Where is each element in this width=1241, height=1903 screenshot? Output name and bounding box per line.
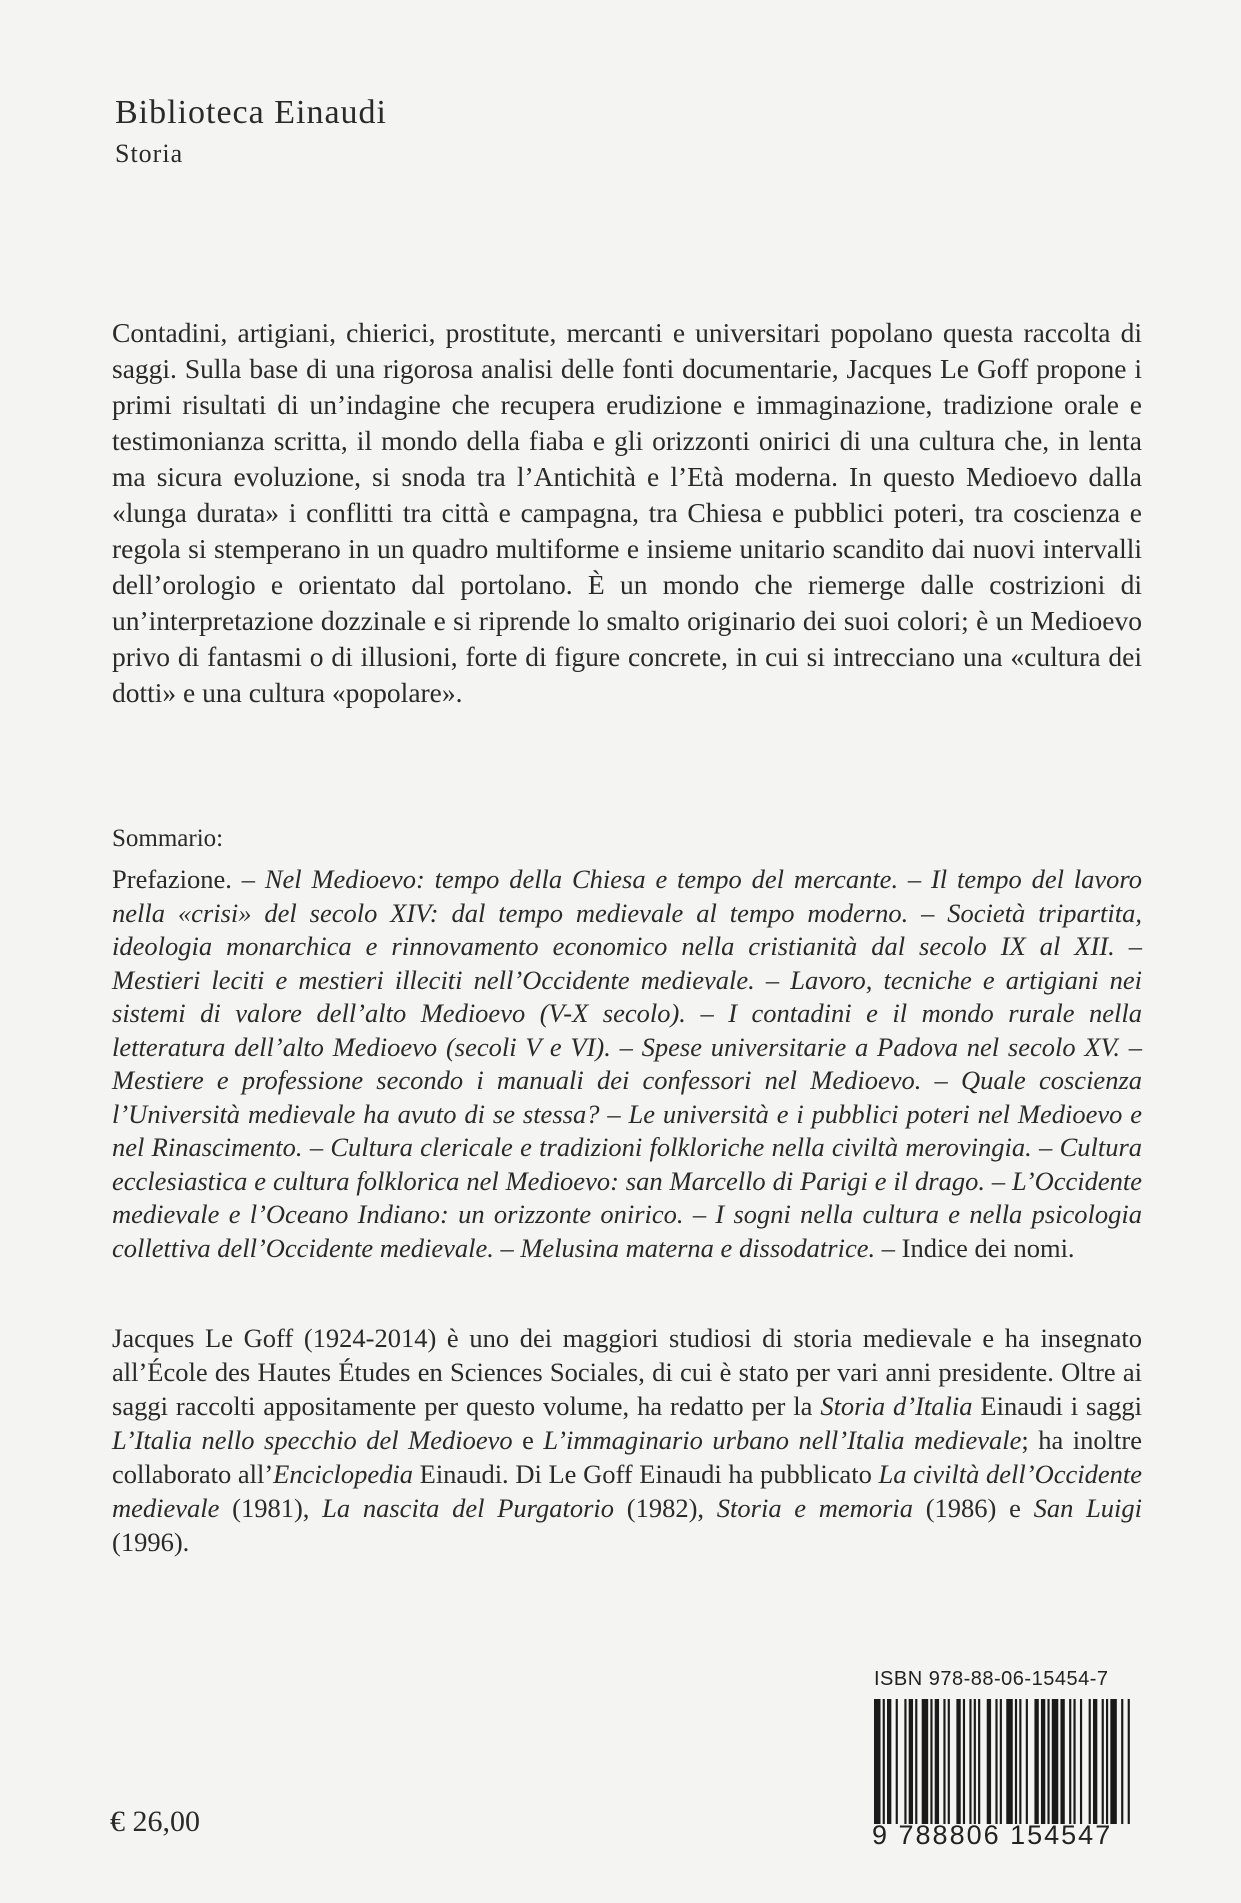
barcode-bar	[978, 1699, 980, 1824]
text-run: – Indice dei nomi.	[875, 1232, 1075, 1263]
text-run: –	[493, 1232, 521, 1263]
text-run: Einaudi. Di Le Goff Einaudi ha pubblicato	[412, 1459, 879, 1489]
barcode-bar	[1128, 1699, 1130, 1824]
series-subtitle: Storia	[115, 139, 184, 168]
barcode-bar	[883, 1699, 885, 1824]
barcode-bar	[1006, 1699, 1013, 1824]
text-run: –	[683, 1199, 716, 1229]
text-run: Einaudi i saggi	[972, 1391, 1142, 1421]
italic-run: I contadini e il mondo rurale nella letteratura dell’alto Medioevo (secoli V e VI).	[112, 998, 1143, 1062]
barcode-bar	[1041, 1699, 1045, 1824]
text-run: e	[512, 1425, 544, 1455]
price: € 26,00	[110, 1805, 200, 1838]
text-run: ; ha inoltre collaborato all’	[112, 1425, 1142, 1489]
text-run: –	[302, 1132, 331, 1162]
barcode-bar	[887, 1699, 891, 1824]
text-run: Prefazione. –	[112, 864, 265, 894]
italic-run: Quale coscienza l’Università medievale ha avuto di se stessa?	[112, 1065, 1143, 1129]
barcode-bar	[935, 1699, 939, 1824]
italic-run: Cultura ecclesiastica e cultura folklorica nel Medioevo: san Marcello di Parigi e il drago.	[112, 1132, 1143, 1196]
text-run: (1982),	[614, 1493, 717, 1523]
barcode-bar	[1015, 1699, 1017, 1824]
barcode-bar	[987, 1699, 991, 1824]
barcode-bar	[1047, 1699, 1049, 1824]
author-bio-text	[112, 1321, 1142, 1559]
barcode-icon	[872, 1699, 1134, 1824]
barcode-bar	[1093, 1699, 1097, 1824]
barcode-bar	[909, 1699, 913, 1824]
italic-run: Storia e memoria	[716, 1493, 913, 1523]
barcode-bar	[1089, 1699, 1091, 1824]
barcode-bar	[1019, 1699, 1021, 1824]
isbn-number: ISBN 978-88-06-15454-7	[874, 1668, 1109, 1690]
barcode-bar	[963, 1699, 965, 1824]
barcode-bar	[896, 1699, 898, 1824]
italic-run: La nascita del Purgatorio	[322, 1493, 615, 1523]
barcode-bar	[1106, 1699, 1108, 1824]
barcode-bar	[1110, 1699, 1117, 1824]
italic-run: Spese universitarie a Padova nel secolo XV.	[641, 1031, 1120, 1062]
italic-run: Nel Medioevo: tempo della Chiesa e tempo del mercante.	[264, 864, 899, 894]
barcode-bar	[1069, 1699, 1071, 1824]
blurb	[112, 315, 1142, 711]
text-run: –	[754, 964, 791, 995]
text-run: –	[1119, 1031, 1142, 1062]
barcode-bar	[1026, 1699, 1028, 1824]
barcode-bar	[1060, 1699, 1064, 1824]
text-run: Jacques Le Goff (1924-2014) è uno dei maggiori studiosi di storia medievale e ha insegnato all’École des Hautes Études en Sciences Sociales, di cui è stato per vari anni presidente. Oltre ai saggi raccolti appositamente per questo volume, ha redatto per la	[112, 1323, 1142, 1421]
italic-run: Le università e i pubblici poteri nel Medioevo e nel Rinascimento.	[112, 1098, 1143, 1162]
barcode-bar	[956, 1699, 960, 1824]
barcode-bar	[930, 1699, 932, 1824]
barcode-bar	[904, 1699, 906, 1824]
blurb-text: Contadini, artigiani, chierici, prostitute, mercanti e universitari popolano questa raccolta di saggi. Sulla base di una rigorosa analisi delle fonti documentarie, Jacques Le Goff propone i primi risultati di un’indagine che recupera erudizione e immaginazione, tradizione orale e testimonianza scritta, il mondo della fiaba e gli orizzonti onirici di una cultura che, in lenta ma sicura evoluzione, si snoda tra l’Antichità e l’Età moderna. In questo Medioevo dalla «lunga durata» i conflitti tra città e campagna, tra Chiesa e pubblici poteri, tra coscienza e regola si stemperano in un quadro multiforme e insieme unitario scandito dai nuovi intervalli dell’orologio e orientato dal portolano. È un mondo che riemerge dalle costrizioni di un’interpretazione dozzinale e si riprende lo smalto originario dei suoi colori; è un Medioevo privo di fantasmi o di illusioni, forte di figure concrete, in cui si intrecciano una «cultura dei dotti» e una cultura «popolare».	[112, 317, 1142, 708]
italic-run: Mestieri leciti e mestieri illeciti nell’Occidente medievale.	[112, 964, 755, 995]
barcode-bar	[1121, 1699, 1123, 1824]
barcode-bar	[1080, 1699, 1082, 1824]
italic-run: La civiltà dell’Occidente medievale	[112, 1459, 1143, 1523]
text-run: (1996).	[112, 1527, 190, 1557]
text-run: –	[984, 1165, 1013, 1196]
italic-run: I sogni nella cultura e nella psicologia collettiva dell’Occidente medievale.	[112, 1199, 1142, 1263]
text-run: –	[898, 864, 931, 894]
author-bio	[112, 1321, 1142, 1559]
series-header	[115, 92, 387, 172]
barcode-bar	[974, 1699, 976, 1824]
barcode-digits: 9 788806 154547	[872, 1820, 1113, 1850]
summary-text	[112, 863, 1142, 1265]
barcode-bar	[943, 1699, 945, 1824]
text-run: –	[610, 1031, 642, 1062]
italic-run: Lavoro, tecniche e artigiani nei sistemi di valore dell’alto Medioevo (V-X secolo).	[112, 964, 1142, 1028]
barcode-bar	[915, 1699, 917, 1824]
italic-run: L’Occidente medievale e l’Oceano Indiano: un orizzonte onirico.	[112, 1165, 1143, 1229]
text-run: –	[685, 998, 729, 1028]
isbn-block	[872, 1667, 1138, 1850]
italic-run: Mestiere e professione secondo i manuali dei confessori nel Medioevo.	[112, 1065, 922, 1095]
text-run: –	[921, 1065, 962, 1095]
barcode-bar	[948, 1699, 950, 1824]
italic-run: L’immaginario urbano nell’Italia medievale	[543, 1425, 1022, 1455]
italic-run: Melusina materna e dissodatrice.	[520, 1232, 876, 1263]
italic-run: L’Italia nello specchio del Medioevo	[112, 1425, 513, 1455]
italic-run: Storia d’Italia	[820, 1391, 973, 1421]
text-run: –	[908, 897, 948, 928]
italic-run: Cultura clericale e tradizioni folkloriche nella civiltà merovingia.	[330, 1132, 1032, 1162]
barcode-bar	[1102, 1699, 1104, 1824]
text-run: –	[599, 1098, 629, 1129]
italic-run: San Luigi	[1033, 1493, 1143, 1523]
barcode-bar	[1000, 1699, 1002, 1824]
barcode-bar	[922, 1699, 929, 1824]
barcode-bar	[874, 1699, 881, 1824]
barcode-bar	[995, 1699, 997, 1824]
series-title: Biblioteca Einaudi	[115, 94, 387, 131]
barcode-bar	[1073, 1699, 1075, 1824]
italic-run: Il tempo del lavoro nella «crisi» del secolo XIV: dal tempo medievale al tempo moderno.	[112, 864, 1142, 928]
italic-run: Enciclopedia	[273, 1459, 413, 1489]
barcode-bar	[1052, 1699, 1059, 1824]
text-run: (1981),	[219, 1493, 323, 1523]
barcode-bar	[1034, 1699, 1038, 1824]
summary-label: Sommario:	[112, 825, 224, 852]
barcode-bar	[969, 1699, 971, 1824]
text-run: –	[1031, 1132, 1060, 1162]
italic-run: Società tripartita, ideologia monarchica e rinnovamento economico nella cristianità dal secolo IX al XII.	[112, 897, 1143, 961]
text-run: (1986) e	[913, 1493, 1034, 1523]
text-run: –	[1114, 931, 1142, 961]
summary-contents	[112, 863, 1142, 1265]
